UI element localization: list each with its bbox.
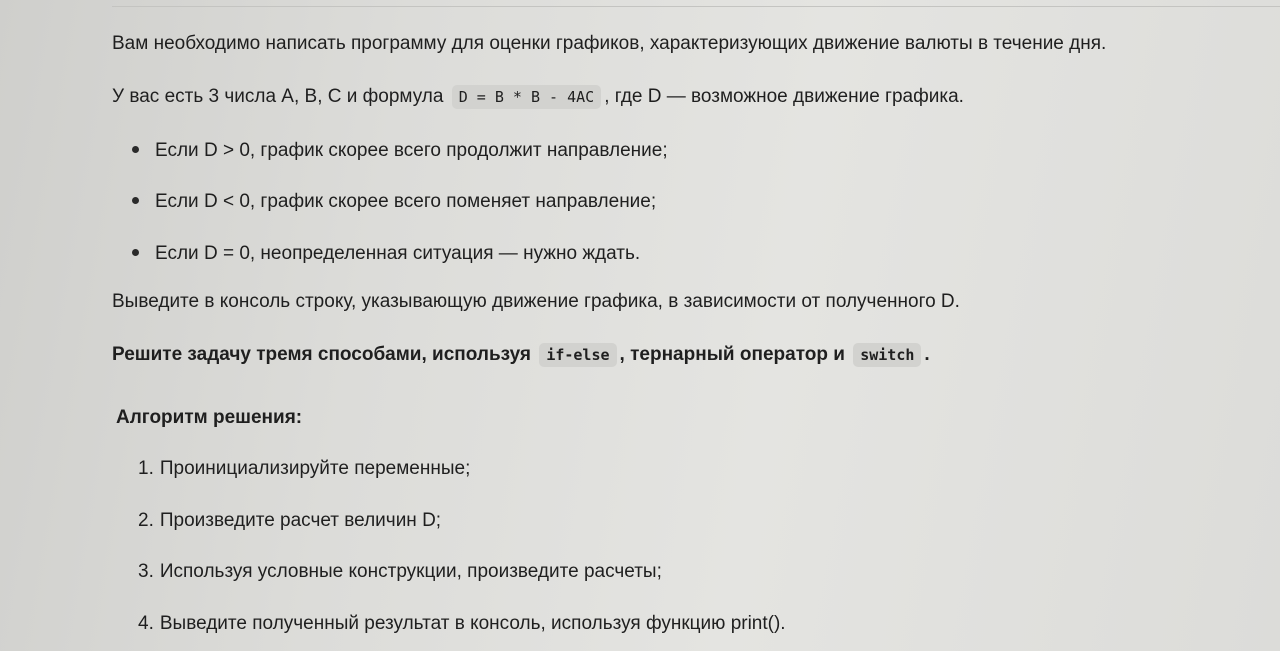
task-paragraph [112, 341, 930, 369]
bullet-dot-icon [132, 146, 139, 153]
switch-code: switch [853, 343, 921, 367]
task-text-after: . [924, 344, 930, 365]
formula-text-after: , где D — возможное движение графика. [604, 86, 964, 107]
formula-code: D = B * B - 4AC [452, 85, 601, 109]
bullet-text: Если D > 0, график скорее всего продолжит направление; [155, 140, 668, 161]
algorithm-heading: Алгоритм решения: [116, 407, 303, 428]
formula-paragraph [112, 83, 964, 111]
step-text: Используя условные конструкции, произведите расчеты; [159, 561, 662, 582]
step-number: 4. [138, 613, 154, 634]
bullet-dot-icon [132, 197, 139, 204]
bullet-text: Если D = 0, неопределенная ситуация — нужно ждать. [155, 243, 641, 264]
output-paragraph: Выведите в консоль строку, указывающую движение графика, в зависимости от полученного D. [112, 291, 960, 312]
task-text-middle: , тернарный оператор и [619, 344, 845, 365]
step-text: Произведите расчет величин D; [159, 510, 442, 531]
step-number: 1. [138, 458, 154, 479]
bullet-text: Если D < 0, график скорее всего поменяет направление; [155, 191, 657, 212]
formula-text-before: У вас есть 3 числа A, B, C и формула [112, 86, 444, 107]
step-number: 2. [138, 510, 154, 531]
step-number: 3. [138, 561, 154, 582]
algorithm-step [138, 455, 470, 483]
bullet-item [132, 137, 668, 165]
bullet-item [132, 240, 640, 268]
bullet-item [132, 188, 656, 216]
step-text: Проинициализируйте переменные; [159, 458, 471, 479]
step-text: Выведите полученный результат в консоль, используя функцию print(). [159, 613, 786, 634]
algorithm-step [138, 610, 786, 638]
top-divider [112, 6, 1280, 7]
bullet-dot-icon [132, 249, 139, 256]
algorithm-step [138, 558, 662, 586]
if-else-code: if-else [539, 343, 616, 367]
algorithm-step [138, 507, 441, 535]
intro-paragraph: Вам необходимо написать программу для оценки графиков, характеризующих движение валюты в течение дня. [112, 33, 1107, 54]
task-text-before: Решите задачу тремя способами, используя [112, 344, 532, 365]
